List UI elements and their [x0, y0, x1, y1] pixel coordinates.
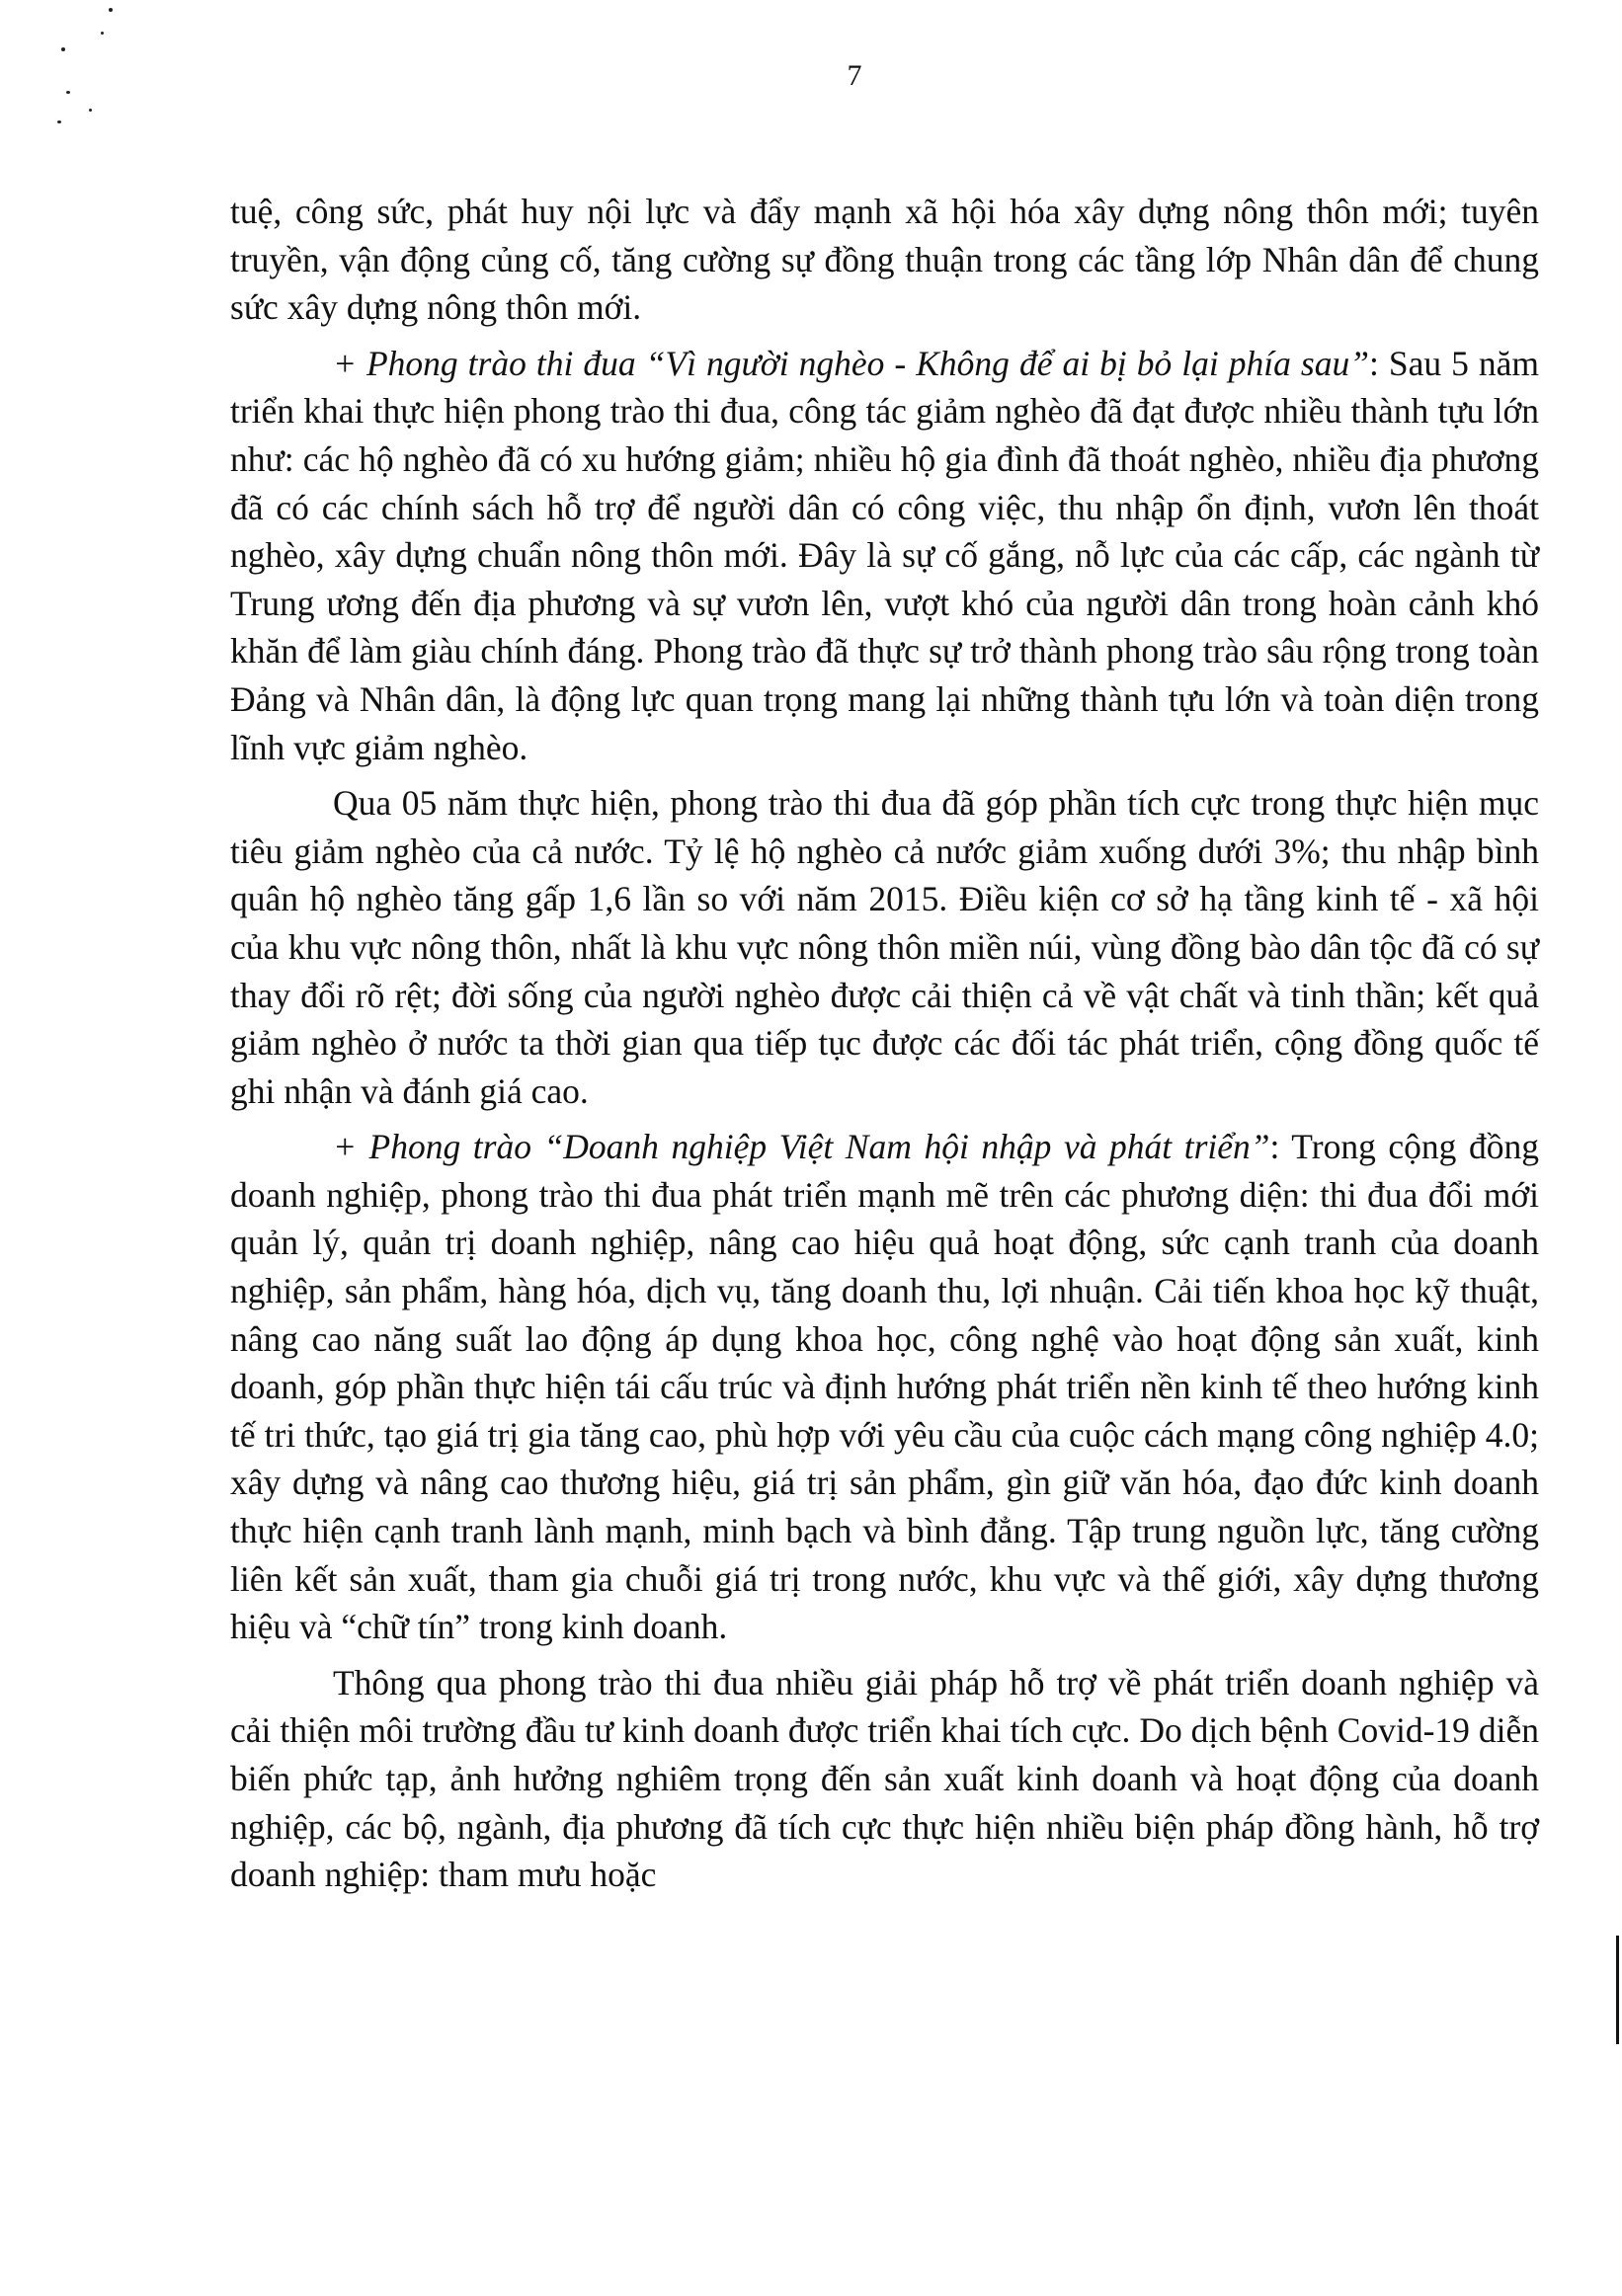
scan-speck	[101, 32, 104, 35]
paragraph-text: Qua 05 năm thực hiện, phong trào thi đua đã góp phần tích cực trong thực hiện mục tiêu giảm nghèo của cả nước. Tỷ lệ hộ nghèo cả nước giảm xuống dưới 3%; thu nhập bình quân hộ nghèo tăng gấp 1,6 lần so với năm 2015. Điều kiện cơ sở hạ tầng kinh tế - xã hội của khu vực nông thôn, nhất là khu vực nông thôn miền núi, vùng đồng bào dân tộc đã có sự thay đổi rõ rệt; đời sống của người nghèo được cải thiện cả về vật chất và tinh thần; kết quả giảm nghèo ở nước ta thời gian qua tiếp tục được các đối tác phát triển, cộng đồng quốc tế ghi nhận và đánh giá cao.	[230, 783, 1539, 1111]
paragraph	[230, 1123, 1539, 1651]
page-number: 7	[847, 59, 862, 92]
scan-edge-mark	[1616, 1936, 1619, 2044]
scan-speck	[57, 120, 61, 123]
paragraph	[230, 340, 1539, 771]
paragraph-text: : Sau 5 năm triển khai thực hiện phong trào thi đua, công tác giảm nghèo đã đạt được nhiều thành tựu lớn như: các hộ nghèo đã có xu hướng giảm; nhiều hộ gia đình đã thoát nghèo, nhiều địa phương đã có các chính sách hỗ trợ để người dân có công việc, thu nhập ổn định, vươn lên thoát nghèo, xây dựng chuẩn nông thôn mới. Đây là sự cố gắng, nỗ lực của các cấp, các ngành từ Trung ương đến địa phương và sự vươn lên, vượt khó của người dân trong hoàn cảnh khó khăn để làm giàu chính đáng. Phong trào đã thực sự trở thành phong trào sâu rộng trong toàn Đảng và Nhân dân, là động lực quan trọng mang lại những thành tựu lớn và toàn diện trong lĩnh vực giảm nghèo.	[230, 343, 1539, 767]
paragraph	[230, 779, 1539, 1115]
paragraph-text: : Trong cộng đồng doanh nghiệp, phong trào thi đua phát triển mạnh mẽ trên các phương diện: thi đua đổi mới quản lý, quản trị doanh nghiệp, nâng cao hiệu quả hoạt động, sức cạnh tranh của doanh nghiệp, sản phẩm, hàng hóa, dịch vụ, tăng doanh thu, lợi nhuận. Cải tiến khoa học kỹ thuật, nâng cao năng suất lao động áp dụng khoa học, công nghệ vào hoạt động sản xuất, kinh doanh, góp phần thực hiện tái cấu trúc và định hướng phát triển nền kinh tế theo hướng kinh tế tri thức, tạo giá trị gia tăng cao, phù hợp với yêu cầu của cuộc cách mạng công nghiệp 4.0; xây dựng và nâng cao thương hiệu, giá trị sản phẩm, gìn giữ văn hóa, đạo đức kinh doanh thực hiện cạnh tranh lành mạnh, minh bạch và bình đẳng. Tập trung nguồn lực, tăng cường liên kết sản xuất, tham gia chuỗi giá trị trong nước, khu vực và thế giới, xây dựng thương hiệu và “chữ tín” trong kinh doanh.	[230, 1127, 1539, 1647]
paragraph	[230, 188, 1539, 332]
paragraph	[230, 1659, 1539, 1899]
paragraph-text: tuệ, công sức, phát huy nội lực và đẩy mạnh xã hội hóa xây dựng nông thôn mới; tuyên truyền, vận động củng cố, tăng cường sự đồng thuận trong các tầng lớp Nhân dân để chung sức xây dựng nông thôn mới.	[230, 192, 1539, 328]
scan-speck	[109, 8, 113, 12]
section-heading-poverty: + Phong trào thi đua “Vì người nghèo - Không để ai bị bỏ lại phía sau”	[333, 343, 1369, 383]
scan-speck	[61, 47, 65, 51]
section-heading-enterprise: + Phong trào “Doanh nghiệp Việt Nam hội nhập và phát triển”	[333, 1127, 1270, 1167]
body-text	[230, 188, 1539, 1907]
paragraph-text: Thông qua phong trào thi đua nhiều giải pháp hỗ trợ về phát triển doanh nghiệp và cải thiện môi trường đầu tư kinh doanh được triển khai tích cực. Do dịch bệnh Covid-19 diễn biến phức tạp, ảnh hưởng nghiêm trọng đến sản xuất kinh doanh và hoạt động của doanh nghiệp, các bộ, ngành, địa phương đã tích cực thực hiện nhiều biện pháp đồng hành, hỗ trợ doanh nghiệp: tham mưu hoặc	[230, 1662, 1539, 1895]
scan-speck	[89, 109, 92, 112]
